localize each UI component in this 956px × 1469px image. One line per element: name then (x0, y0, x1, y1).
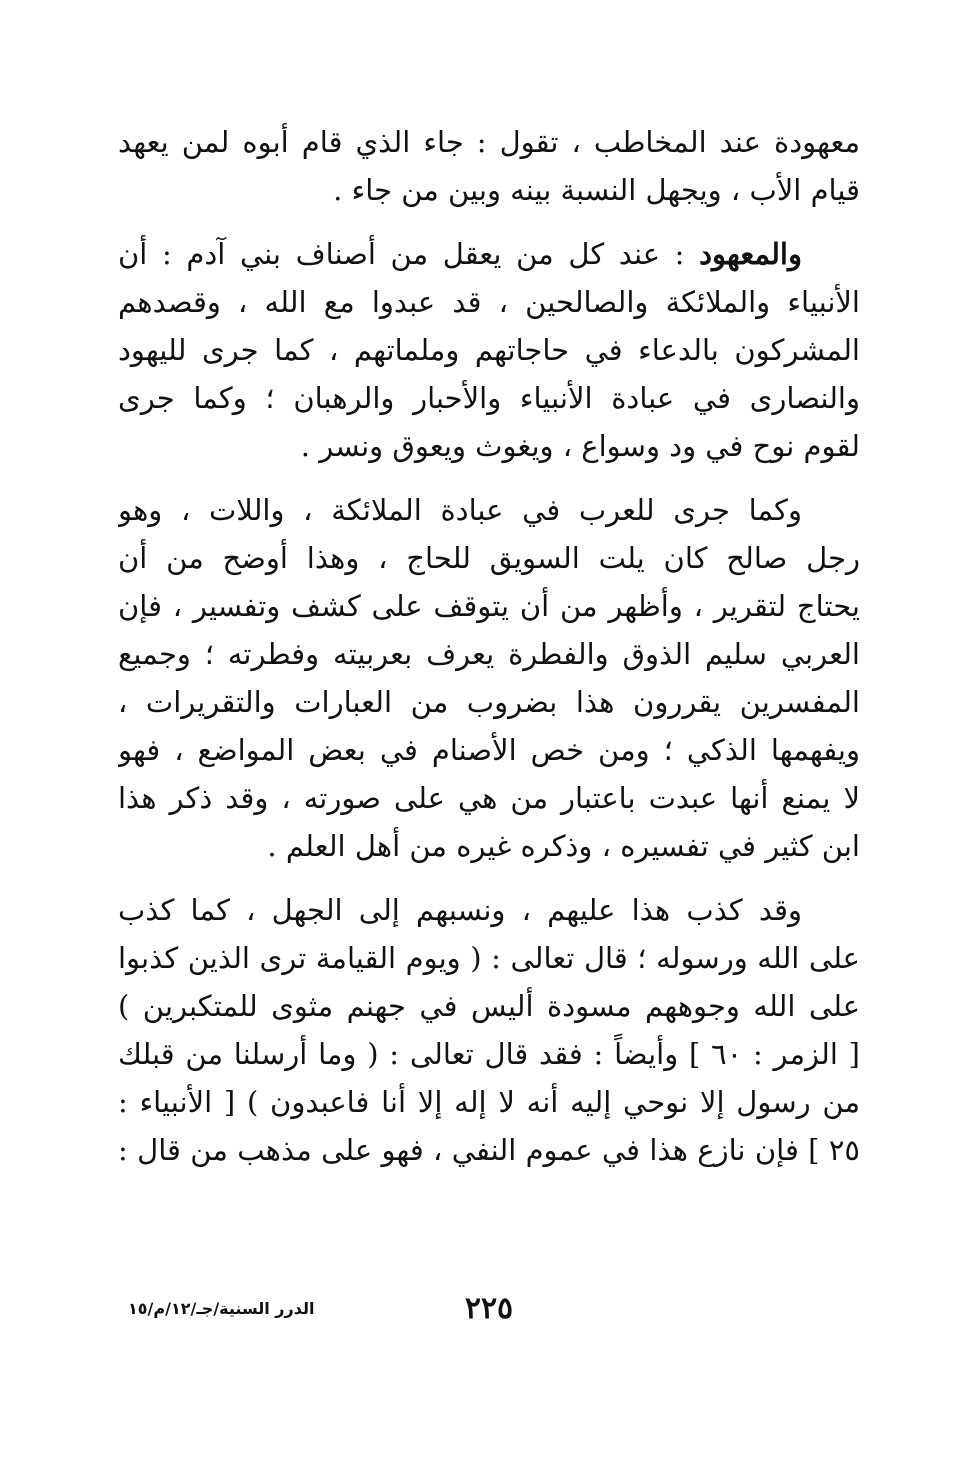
source-reference: الدرر السنية/جـ/١٢/م/١٥ (128, 1299, 315, 1318)
page-body (118, 118, 860, 1174)
text-line: ابن كثير في تفسيره ، وذكره غيره من أهل العلم . (267, 829, 860, 863)
paragraph-1 (118, 118, 860, 214)
text-line: وكما جرى للعرب في عبادة الملائكة ، واللات ، وهو (118, 493, 802, 527)
text-line: المشركون بالدعاء في حاجاتهم وملماتهم ، كما جرى لليهود (118, 333, 860, 367)
text-line: ويفهمها الذكي ؛ ومن خص الأصنام في بعض المواضع ، فهو (118, 733, 860, 767)
text-line: يحتاج لتقرير ، وأظهر من أن يتوقف على كشف وتفسير ، فإن (118, 589, 860, 623)
text-line: لقوم نوح في ود وسواع ، ويغوث ويعوق ونسر . (300, 429, 860, 463)
text-line: على الله ورسوله ؛ قال تعالى : ( ويوم القيامة ترى الذين كذبوا (118, 941, 860, 975)
text-line: معهودة عند المخاطب ، تقول : جاء الذي قام أبوه لمن يعهد (118, 125, 860, 159)
paragraph-4 (118, 886, 860, 1174)
paragraph-3 (118, 486, 860, 870)
text-line: [ الزمر : ٦٠ ] وأيضاً : فقد قال تعالى : ( وما أرسلنا من قبلك (118, 1037, 860, 1071)
page-footer (118, 1291, 860, 1331)
text-line: لا يمنع أنها عبدت باعتبار من هي على صورته ، وقد ذكر هذا (118, 781, 860, 815)
text-line: ٢٥ ] فإن نازع هذا في عموم النفي ، فهو على مذهب من قال : (118, 1133, 860, 1167)
text-line: من رسول إلا نوحي إليه أنه لا إله إلا أنا فاعبدون ) [ الأنبياء : (118, 1085, 860, 1119)
text-line: الأنبياء والملائكة والصالحين ، قد عبدوا مع الله ، وقصدهم (118, 285, 860, 319)
text-line (118, 230, 860, 278)
text-fragment: : عند كل من يعقل من أصناف بني آدم : أن (118, 237, 700, 271)
text-line: رجل صالح كان يلت السويق للحاج ، وهذا أوضح من أن (118, 541, 860, 575)
text-line: والنصارى في عبادة الأنبياء والأحبار والرهبان ؛ وكما جرى (118, 381, 860, 415)
text-line: على الله وجوههم مسودة أليس في جهنم مثوى للمتكبرين ) (118, 989, 860, 1023)
paragraph-2 (118, 230, 860, 470)
text-line: وقد كذب هذا عليهم ، ونسبهم إلى الجهل ، كما كذب (118, 893, 802, 927)
page-number: ٢٢٥ (464, 1291, 514, 1326)
text-line: قيام الأب ، ويجهل النسبة بينه وبين من جاء . (333, 173, 860, 207)
text-line: العربي سليم الذوق والفطرة يعرف بعربيته وفطرته ؛ وجميع (118, 637, 860, 671)
defined-term: والمعهود (699, 237, 802, 271)
text-line: المفسرين يقررون هذا بضروب من العبارات والتقريرات ، (118, 685, 860, 719)
